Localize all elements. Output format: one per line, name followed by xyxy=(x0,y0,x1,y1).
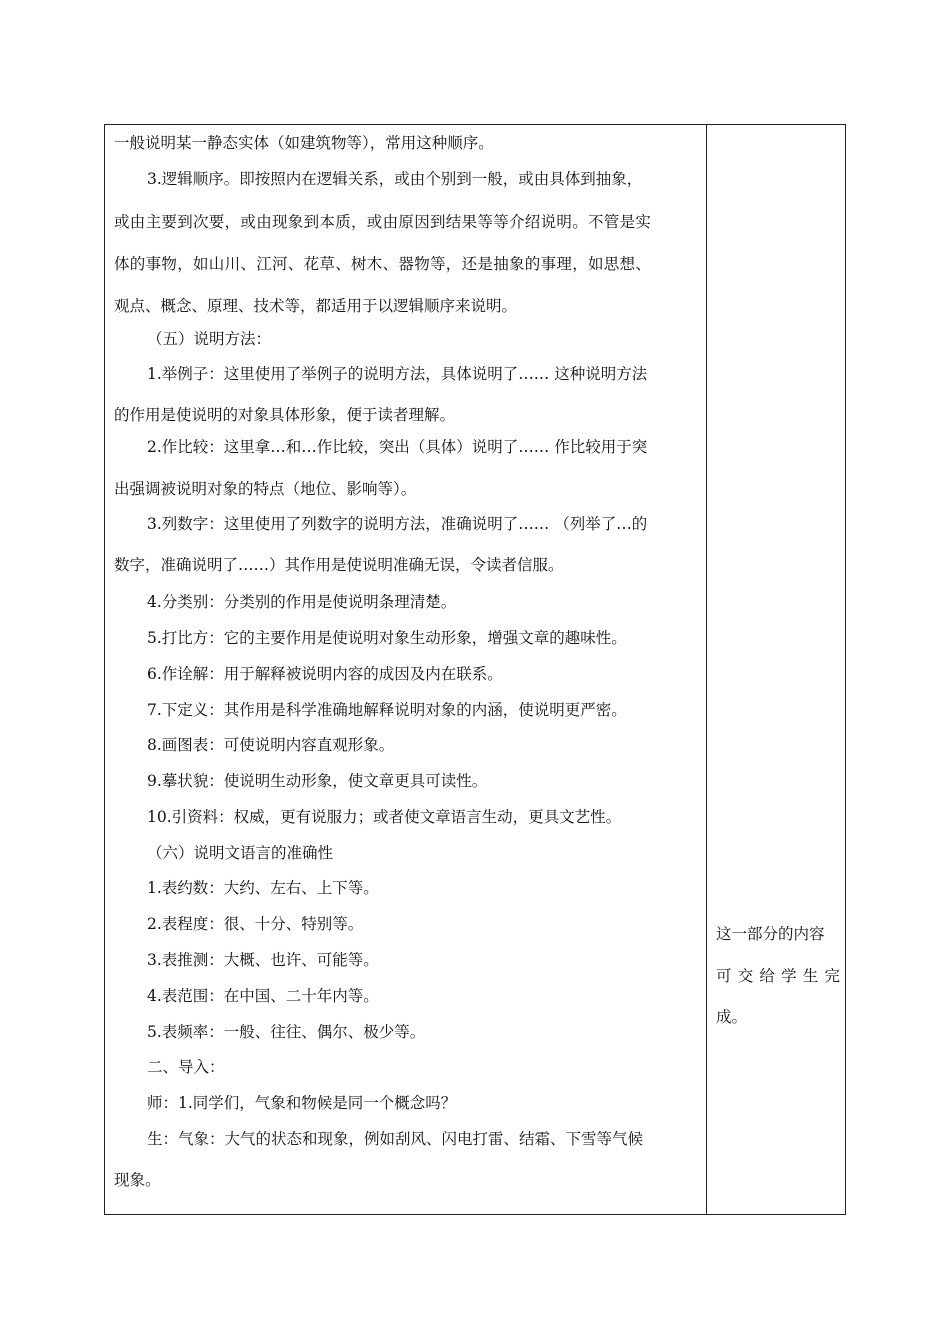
text-line: 1.表约数：大约、左右、上下等。 xyxy=(147,879,379,897)
text-line: 生：气象：大气的状态和现象，例如刮风、闪电打雷、结霜、下雪等气候 xyxy=(147,1130,644,1148)
text-line: 现象。 xyxy=(114,1171,161,1189)
text-line: 5.打比方：它的主要作用是使说明对象生动形象，增强文章的趣味性。 xyxy=(147,629,627,647)
text-line: 观点、概念、原理、技术等，都适用于以逻辑顺序来说明。 xyxy=(114,297,518,315)
text-line: 3.逻辑顺序。即按照内在逻辑关系，或由个别到一般，或由具体到抽象， xyxy=(147,170,643,188)
text-line: 4.表范围：在中国、二十年内等。 xyxy=(147,987,379,1005)
text-line: 5.表频率：一般、往往、偶尔、极少等。 xyxy=(147,1023,426,1041)
text-line: 3.表推测：大概、也许、可能等。 xyxy=(147,951,379,969)
text-line: 4.分类别：分类别的作用是使说明条理清楚。 xyxy=(147,593,457,611)
text-line: 数字，准确说明了……）其作用是使说明准确无误，令读者信服。 xyxy=(114,556,564,574)
text-line: 一般说明某一静态实体（如建筑物等），常用这种顺序。 xyxy=(114,134,494,152)
text-line: 体的事物，如山川、江河、花草、树木、器物等，还是抽象的事理，如思想、 xyxy=(114,255,652,273)
text-line: 9.摹状貌：使说明生动形象，使文章更具可读性。 xyxy=(147,772,488,790)
lesson-plan-table xyxy=(104,124,846,1215)
text-line: 2.表程度：很、十分、特别等。 xyxy=(147,915,364,933)
text-line: 7.下定义：其作用是科学准确地解释说明对象的内涵，使说明更严密。 xyxy=(147,701,627,719)
text-line: 2.作比较：这里拿…和…作比较，突出（具体）说明了…… 作比较用于突 xyxy=(147,438,648,456)
notes-cell xyxy=(708,125,845,1214)
section-heading: （六）说明文语言的准确性 xyxy=(147,844,334,862)
section-heading: （五）说明方法： xyxy=(147,330,272,348)
note-line: 可交给学生完 xyxy=(716,967,840,985)
section-heading: 二、导入： xyxy=(147,1058,225,1076)
text-line: 的作用是使说明的对象具体形象，便于读者理解。 xyxy=(114,406,456,424)
text-line: 3.列数字：这里使用了列数字的说明方法，准确说明了…… （列举了…的 xyxy=(147,515,648,533)
text-line: 8.画图表：可使说明内容直观形象。 xyxy=(147,736,395,754)
text-line: 师：1.同学们，气象和物候是同一个概念吗？ xyxy=(147,1094,457,1112)
text-line: 或由主要到次要，或由现象到本质，或由原因到结果等等介绍说明。不管是实 xyxy=(114,213,652,231)
column-divider xyxy=(706,125,707,1214)
note-line: 这一部分的内容 xyxy=(716,925,825,943)
text-line: 1.举例子：这里使用了举例子的说明方法，具体说明了…… 这种说明方法 xyxy=(147,365,648,383)
text-line: 6.作诠解：用于解释被说明内容的成因及内在联系。 xyxy=(147,665,503,683)
text-line: 10.引资料：权威，更有说服力；或者使文章语言生动，更具文艺性。 xyxy=(147,808,622,826)
note-line: 成。 xyxy=(716,1008,748,1026)
content-cell xyxy=(105,125,706,1214)
text-line: 出强调被说明对象的特点（地位、影响等）。 xyxy=(114,480,417,498)
